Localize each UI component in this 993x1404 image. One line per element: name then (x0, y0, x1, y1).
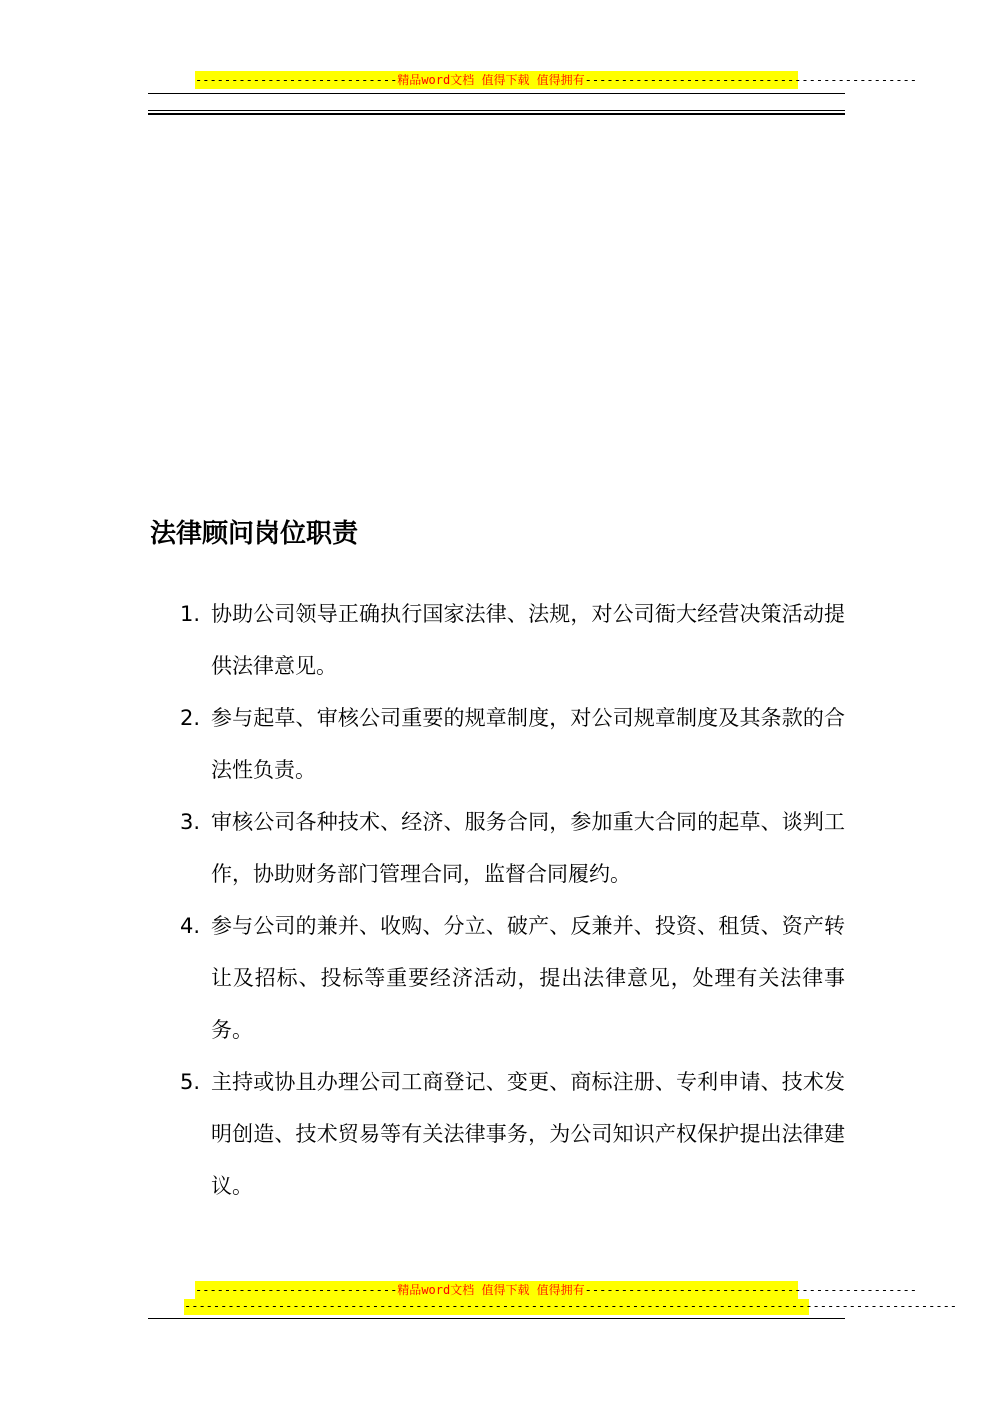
list-item-number: 2. (180, 706, 201, 730)
list-item-text: 主持或协且办理公司工商登记、变更、商标注册、专利申请、技术发明创造、技术贸易等有关法律事务，为公司知识产权保护提出法律建议。 (211, 1070, 845, 1198)
header-banner-dashes-right: ---------------------------------------------- (584, 73, 918, 87)
header-banner-dashes-left: ---------------------------- (195, 73, 398, 87)
footer-banner (195, 1281, 918, 1299)
list-item (180, 1056, 845, 1212)
footer-rule (148, 1318, 845, 1319)
header-banner (195, 71, 918, 89)
footer-banner-dashes-right: ---------------------------------------------- (584, 1283, 918, 1297)
list-item-number: 4. (180, 914, 201, 938)
header-banner-text-3: 文档 值得下载 值得拥有 (450, 73, 585, 87)
list-item (180, 588, 845, 692)
footer-banner-text-3: 文档 值得下载 值得拥有 (450, 1283, 585, 1297)
header-banner-text-2: word (421, 73, 451, 87)
header-double-rule-thick (148, 113, 845, 115)
list-item (180, 796, 845, 900)
list-item-number: 1. (180, 602, 201, 626)
header-banner-text-1: 精品 (397, 73, 422, 87)
footer-banner-dashes-left: ---------------------------- (195, 1283, 398, 1297)
header-double-rule-thin (148, 110, 845, 111)
document-title: 法律顾问岗位职责 (150, 519, 359, 549)
list-item (180, 900, 845, 1056)
list-item (180, 692, 845, 796)
list-item-text: 审核公司各种技术、经济、服务合同，参加重大合同的起草、谈判工作，协助财务部门管理合同，监督合同履约。 (211, 810, 845, 886)
header-rule (148, 93, 845, 94)
list-item-text: 参与公司的兼并、收购、分立、破产、反兼并、投资、租赁、资产转让及招标、投标等重要经济活动，提出法律意见，处理有关法律事务。 (211, 914, 845, 1042)
footer-banner-text-2: word (421, 1283, 451, 1297)
footer-banner-text-1: 精品 (397, 1283, 422, 1297)
list-item-number: 5. (180, 1070, 201, 1094)
footer-banner-line-2: ----------------------------------------------------------------------------------------------------------- (184, 1299, 958, 1313)
duties-list (180, 588, 845, 1212)
list-item-text: 参与起草、审核公司重要的规章制度，对公司规章制度及其条款的合法性负责。 (211, 706, 845, 782)
list-item-text: 协助公司领导正确执行国家法律、法规，对公司衙大经营决策活动提供法律意见。 (211, 602, 845, 678)
list-item-number: 3. (180, 810, 201, 834)
